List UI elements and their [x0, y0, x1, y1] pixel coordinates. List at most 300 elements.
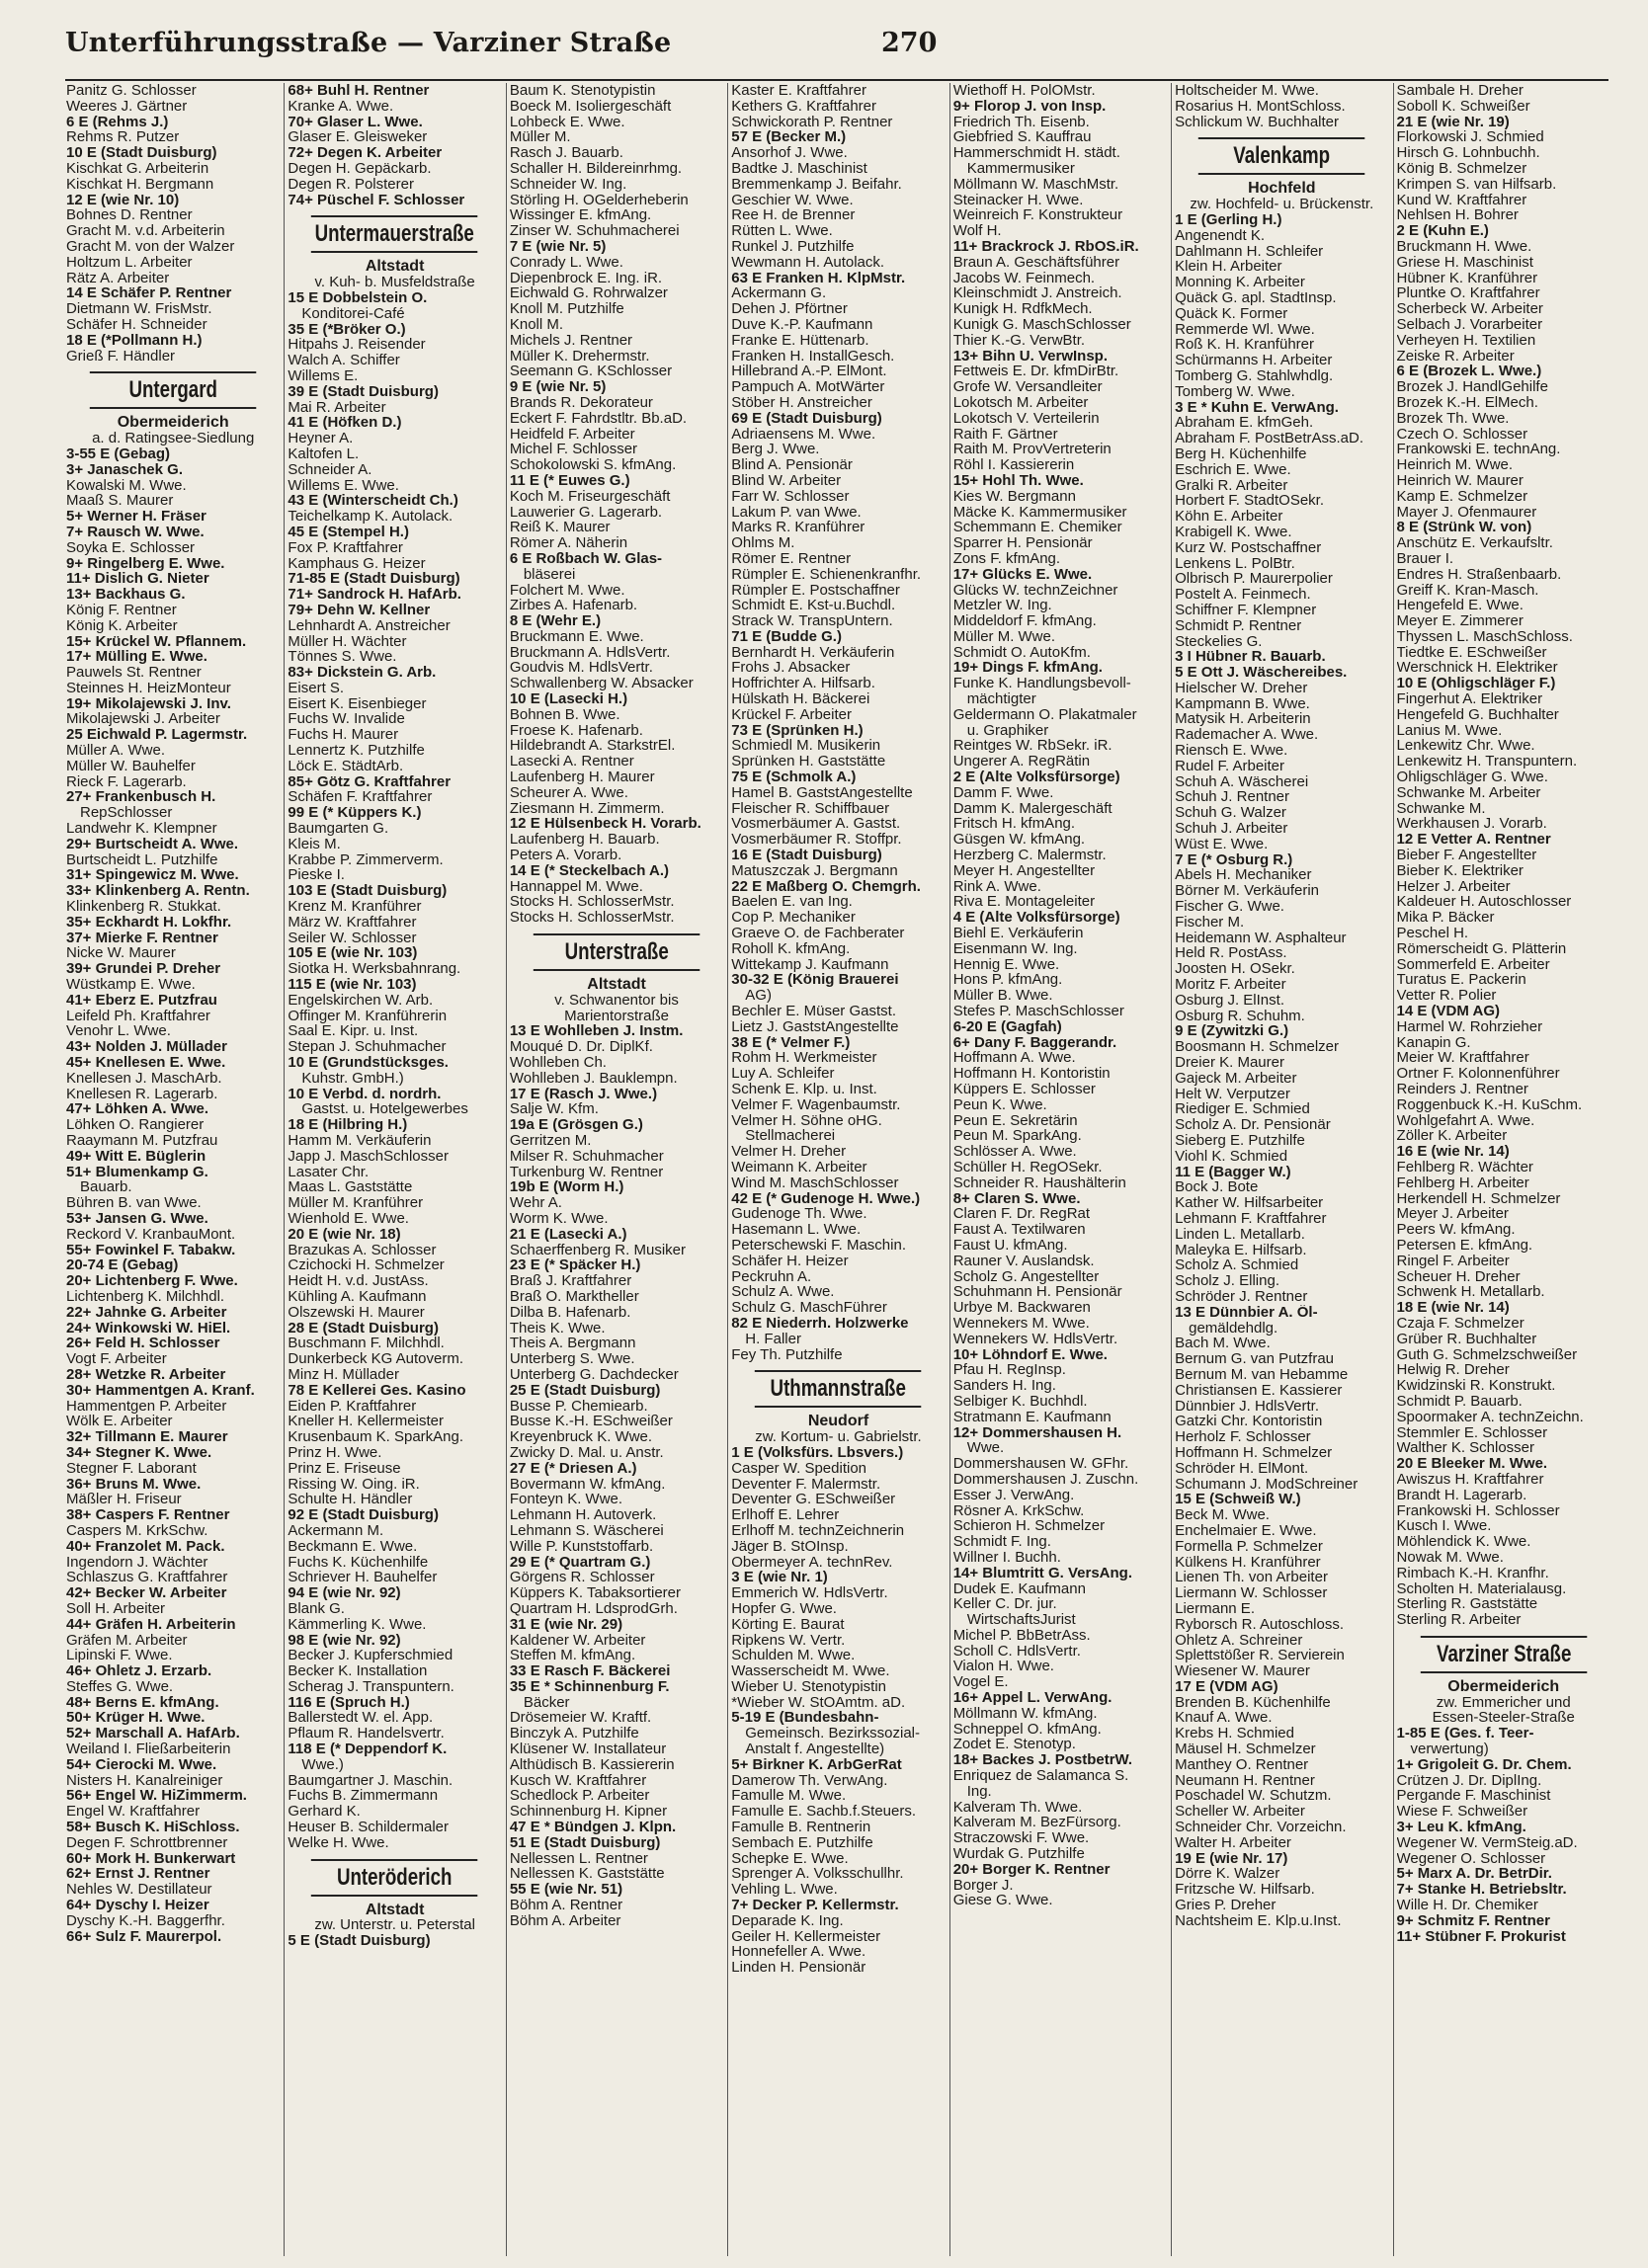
resident-entry: Hitpahs J. Reisender: [288, 337, 426, 354]
resident-entry: Wewmann H. Autolack.: [731, 254, 885, 271]
house-entry: 105 E (wie Nr. 103): [288, 945, 418, 962]
resident-entry: Kunigk G. MaschSchlosser: [952, 316, 1131, 333]
resident-entry: Florkowski J. Schmied: [1396, 129, 1544, 146]
resident-entry: Schmiedl M. Musikerin: [731, 738, 881, 755]
resident-entry: Linden H. Pensionär: [731, 1960, 866, 1977]
resident-entry: Lanius M. Wwe.: [1396, 722, 1503, 739]
resident-entry: Viohl K. Schmied: [1175, 1148, 1288, 1165]
street-note: zw. Kortum- u. Gabrielstr.: [755, 1429, 922, 1445]
resident-entry: Sambale H. Dreher: [1396, 83, 1524, 99]
resident-entry: mächtigter: [966, 691, 1036, 707]
resident-entry: Gracht M. von der Walzer: [66, 238, 235, 255]
resident-entry: Schneider R. Haushälterin: [952, 1174, 1126, 1191]
resident-entry: Graeve O. de Fachberater: [731, 926, 905, 941]
resident-entry: Quartram H. LdsprodGrh.: [509, 1600, 678, 1617]
street-note: zw. Hochfeld- u. Brückenstr.: [1190, 197, 1374, 212]
house-entry: 63 E Franken H. KlpMstr.: [731, 270, 906, 286]
house-entry: 6 E (Rehms J.): [66, 114, 169, 130]
resident-entry: Krebs H. Schmied: [1175, 1726, 1294, 1742]
resident-entry: Gräfen M. Arbeiter: [66, 1632, 188, 1649]
resident-entry: Kleis M.: [288, 836, 341, 852]
resident-entry: Klüsener W. Installateur: [509, 1742, 667, 1757]
resident-entry: Dünnbier J. HdlsVertr.: [1175, 1398, 1320, 1415]
directory-column: [1394, 83, 1614, 2256]
resident-entry: Enriquez de Salamanca S.: [952, 1768, 1129, 1784]
resident-entry: Lakum P. van Wwe.: [731, 504, 862, 521]
resident-entry: Baumgartner J. Maschin.: [288, 1772, 453, 1789]
house-entry: 7+ Rausch W. Wwe.: [66, 524, 205, 540]
resident-entry: Kund W. Kraftfahrer: [1396, 192, 1527, 208]
resident-entry: Fox P. Kraftfahrer: [288, 539, 403, 556]
resident-entry: Osburg J. ElInst.: [1175, 992, 1284, 1009]
resident-entry: Kamphaus G. Heizer: [288, 555, 426, 572]
resident-entry: Liermann E.: [1175, 1600, 1255, 1617]
resident-entry: Müller M. Wwe.: [952, 628, 1056, 645]
house-entry: 85+ Götz G. Kraftfahrer: [288, 773, 452, 790]
house-entry: 9+ Florop J. von Insp.: [952, 98, 1107, 115]
resident-entry: *Wieber W. StOAmtm. aD.: [731, 1694, 906, 1711]
district-label: Obermeiderich: [117, 414, 229, 432]
resident-entry: Becker K. Installation: [288, 1663, 428, 1679]
resident-entry: Eisert K. Eisenbieger: [288, 695, 427, 712]
resident-entry: Matuszczak J. Bergmann: [731, 862, 898, 879]
house-entry: 58+ Busch K. HiSchloss.: [66, 1820, 240, 1835]
resident-entry: Luy A. Schleifer: [731, 1066, 835, 1082]
resident-entry: Schüller H. RegOSekr.: [952, 1159, 1103, 1175]
house-entry: 5+ Werner H. Fräser: [66, 509, 206, 525]
resident-entry: Wennekers M. Wwe.: [952, 1315, 1090, 1332]
house-entry: 32+ Tillmann E. Maurer: [66, 1429, 228, 1445]
resident-entry: Conrady L. Wwe.: [509, 254, 623, 271]
house-entry: 3+ Janaschek G.: [66, 461, 183, 478]
resident-entry: Ackermann M.: [288, 1522, 384, 1539]
resident-entry: Schlaszus G. Kraftfahrer: [66, 1570, 228, 1586]
resident-entry: Kaldener W. Arbeiter: [509, 1632, 646, 1649]
resident-entry: Metzler W. Ing.: [952, 598, 1052, 614]
resident-entry: Römer E. Rentner: [731, 550, 852, 567]
resident-entry: Hübner K. Kranführer: [1396, 270, 1538, 286]
resident-entry: Kaltofen L.: [288, 446, 360, 462]
house-entry: 18 E (Hilbring H.): [288, 1117, 408, 1133]
resident-entry: Mai R. Arbeiter: [288, 399, 386, 416]
house-entry: 34+ Stegner K. Wwe.: [66, 1444, 212, 1461]
resident-entry: Lichtenberg K. Milchhdl.: [66, 1288, 225, 1305]
resident-entry: Bruckmann A. HdlsVertr.: [509, 644, 671, 661]
resident-entry: Olbrisch P. Maurerpolier: [1175, 571, 1333, 588]
house-entry: 6 E Roßbach W. Glas-: [509, 550, 663, 567]
house-entry: 71 E (Budde G.): [731, 628, 842, 645]
resident-entry: Endres H. Straßenbaarb.: [1396, 566, 1562, 583]
resident-entry: Bernum G. van Putzfrau: [1175, 1351, 1335, 1367]
resident-entry: Wohlgefahrt A. Wwe.: [1396, 1112, 1535, 1129]
resident-entry: Nowak M. Wwe.: [1396, 1549, 1504, 1566]
resident-entry: Kampmann B. Wwe.: [1175, 695, 1310, 712]
resident-entry: Siotka H. Werksbahnrang.: [288, 961, 461, 978]
resident-entry: Meyer E. Zimmerer: [1396, 613, 1524, 629]
house-entry: 17+ Mülling E. Wwe.: [66, 649, 207, 666]
resident-entry: Vetter R. Polier: [1396, 988, 1497, 1005]
resident-entry: Bock J. Bote: [1175, 1179, 1259, 1196]
resident-entry: Hoffmann H. Schmelzer: [1175, 1444, 1333, 1461]
resident-entry: Rosarius H. MontSchloss.: [1175, 98, 1346, 115]
resident-entry: Saal E. Kipr. u. Inst.: [288, 1023, 419, 1040]
resident-entry: Sanders H. Ing.: [952, 1378, 1056, 1394]
directory-column: [63, 83, 285, 2256]
house-entry: 1 E (Volksfürs. Lbsvers.): [731, 1444, 904, 1461]
house-entry: 5+ Birkner K. ArbGerRat: [731, 1756, 902, 1773]
house-entry: 20-74 E (Gebag): [66, 1257, 179, 1274]
resident-entry: Krabigell K. Wwe.: [1175, 524, 1292, 540]
resident-entry: Lehmann H. Autoverk.: [509, 1507, 657, 1523]
resident-entry: Lasecki A. Rentner: [509, 754, 634, 770]
resident-entry: Reinders J. Rentner: [1396, 1082, 1528, 1097]
house-entry: 37+ Mierke F. Rentner: [66, 930, 218, 946]
resident-entry: Schneppel O. kfmAng.: [952, 1721, 1102, 1738]
resident-entry: Raaymann M. Putzfrau: [66, 1133, 218, 1149]
resident-entry: Schuh J. Arbeiter: [1175, 821, 1288, 837]
resident-entry: Stellmacherei: [745, 1128, 836, 1145]
resident-entry: Scheuer H. Dreher: [1396, 1268, 1521, 1285]
resident-entry: WirtschaftsJurist: [966, 1612, 1076, 1628]
house-entry: 31+ Spingewicz M. Wwe.: [66, 867, 239, 884]
resident-entry: Meyer J. Arbeiter: [1396, 1206, 1509, 1223]
resident-entry: Scherbeck W. Arbeiter: [1396, 301, 1543, 317]
resident-entry: Kaster E. Kraftfahrer: [731, 83, 866, 99]
resident-entry: Herzberg C. Malermstr.: [952, 848, 1107, 863]
resident-entry: Wölk E. Arbeiter: [66, 1414, 173, 1430]
resident-entry: Remmerde Wl. Wwe.: [1175, 321, 1315, 338]
resident-entry: Fischer G. Wwe.: [1175, 899, 1284, 915]
resident-entry: Steinnes H. HeizMonteur: [66, 680, 231, 696]
resident-entry: Bauarb.: [80, 1179, 132, 1196]
resident-entry: Schokolowski S. kfmAng.: [509, 457, 677, 473]
resident-entry: Hasemann L. Wwe.: [731, 1222, 862, 1238]
house-entry: 19+ Mikolajewski J. Inv.: [66, 695, 231, 712]
resident-entry: Lienen Th. von Arbeiter: [1175, 1570, 1328, 1586]
resident-entry: Möllmann W. MaschMstr.: [952, 176, 1119, 193]
resident-entry: AG): [745, 988, 772, 1005]
resident-entry: Sembach E. Putzhilfe: [731, 1834, 873, 1851]
house-entry: 27+ Frankenbusch H.: [66, 789, 216, 806]
resident-entry: Bernhardt H. Verkäuferin: [731, 644, 895, 661]
house-entry: 11+ Stübner F. Prokurist: [1396, 1928, 1566, 1945]
resident-entry: Rasch J. Bauarb.: [509, 145, 623, 161]
resident-entry: Bohnes D. Rentner: [66, 207, 193, 224]
resident-entry: Ackermann G.: [731, 285, 827, 302]
resident-entry: Deventer F. Malermstr.: [731, 1476, 881, 1493]
resident-entry: Wasserscheidt M. Wwe.: [731, 1663, 890, 1679]
resident-entry: Böhm A. Arbeiter: [509, 1912, 621, 1929]
resident-entry: Wienhold E. Wwe.: [288, 1210, 409, 1227]
resident-entry: Franke E. Hüttenarb.: [731, 332, 869, 349]
resident-entry: Kämmerling K. Wwe.: [288, 1616, 427, 1633]
resident-entry: Stöber H. Anstreicher: [731, 394, 872, 411]
resident-entry: König K. Arbeiter: [66, 617, 178, 634]
resident-entry: Berg H. Küchenhilfe: [1175, 446, 1307, 462]
house-entry: 60+ Mork H. Bunkerwart: [66, 1850, 236, 1867]
resident-entry: Wegener W. VermSteig.aD.: [1396, 1834, 1578, 1851]
resident-entry: Frankowski E. technAng.: [1396, 442, 1561, 458]
resident-entry: Fingerhut A. Elektriker: [1396, 691, 1543, 707]
resident-entry: Ohligschläger G. Wwe.: [1396, 770, 1548, 785]
house-entry: 99 E (* Küppers K.): [288, 805, 422, 822]
resident-entry: Fonteyn K. Wwe.: [509, 1492, 623, 1508]
resident-entry: Schwallenberg W. Absacker: [509, 676, 694, 692]
house-entry: 11+ Dislich G. Nieter: [66, 571, 209, 588]
resident-entry: Müller B. Wwe.: [952, 988, 1053, 1005]
resident-entry: Anschütz E. Verkaufsltr.: [1396, 535, 1553, 551]
resident-entry: Hielscher W. Dreher: [1175, 680, 1308, 696]
resident-entry: Dörre K. Walzer: [1175, 1866, 1280, 1883]
house-entry: 11 E (* Euwes G.): [509, 472, 630, 489]
resident-entry: Vehling L. Wwe.: [731, 1882, 838, 1899]
resident-entry: Braun A. Geschäftsführer: [952, 254, 1120, 271]
resident-entry: Kather W. Hilfsarbeiter: [1175, 1195, 1324, 1211]
resident-entry: Velmer F. Wagenbaumstr.: [731, 1096, 901, 1113]
resident-entry: Rätz A. Arbeiter: [66, 270, 170, 286]
resident-entry: Gerritzen M.: [509, 1133, 592, 1149]
directory-column: [1172, 83, 1393, 2256]
resident-entry: Dahlmann H. Schleifer: [1175, 243, 1324, 260]
resident-entry: Roß K. H. Kranführer: [1175, 337, 1314, 354]
resident-entry: Dreier K. Maurer: [1175, 1055, 1284, 1071]
house-entry: 6-20 E (Gagfah): [952, 1018, 1062, 1035]
resident-entry: Stefes P. MaschSchlosser: [952, 1004, 1124, 1019]
house-entry: 54+ Cierocki M. Wwe.: [66, 1756, 217, 1773]
resident-entry: Michel P. BbBetrAss.: [952, 1627, 1091, 1644]
resident-entry: Strack W. TranspUntern.: [731, 613, 893, 629]
resident-entry: Krückel F. Arbeiter: [731, 706, 852, 723]
resident-entry: gemäldehdlg.: [1189, 1320, 1278, 1336]
resident-entry: Scholten H. Materialausg.: [1396, 1580, 1567, 1597]
resident-entry: RepSchlosser: [80, 805, 173, 822]
house-entry: 62+ Ernst J. Rentner: [66, 1866, 210, 1883]
resident-entry: Abraham F. PostBetrAss.aD.: [1175, 431, 1364, 446]
resident-entry: Hamm M. Verkäuferin: [288, 1133, 432, 1149]
house-entry: 98 E (wie Nr. 92): [288, 1632, 401, 1649]
resident-entry: Liermann W. Schlosser: [1175, 1585, 1328, 1601]
resident-entry: Blind W. Arbeiter: [731, 472, 842, 489]
resident-entry: Pfau H. RegInsp.: [952, 1362, 1066, 1379]
resident-entry: Gracht M. v.d. Arbeiterin: [66, 223, 225, 239]
resident-entry: Heidemann W. Asphalteur: [1175, 930, 1347, 946]
resident-entry: Heyner A.: [288, 431, 354, 446]
house-entry: 35 E * Schinnenburg F.: [509, 1678, 670, 1695]
resident-entry: Lehmann F. Kraftfahrer: [1175, 1210, 1327, 1227]
house-entry: 20+ Borger K. Rentner: [952, 1861, 1111, 1878]
resident-entry: Schäfen F. Kraftfahrer: [288, 789, 433, 806]
resident-entry: Boosmann H. Schmelzer: [1175, 1039, 1340, 1056]
district-label: Altstadt: [587, 976, 646, 994]
house-entry: 21 E (Lasecki A.): [509, 1226, 627, 1243]
resident-entry: Pieske I.: [288, 867, 345, 884]
resident-entry: Diepenbrock E. Ing. iR.: [509, 270, 663, 286]
resident-entry: Lokotsch V. Verteilerin: [952, 410, 1100, 427]
resident-entry: Wolf H.: [952, 223, 1002, 239]
resident-entry: Dyschy K.-H. Baggerfhr.: [66, 1912, 225, 1929]
resident-entry: Ortner F. Kolonnenführer: [1396, 1066, 1560, 1082]
resident-entry: Soboll K. Schweißer: [1396, 98, 1530, 115]
resident-entry: Stegner F. Laborant: [66, 1460, 197, 1477]
house-entry: 12 E (wie Nr. 10): [66, 192, 180, 208]
resident-entry: Wiesener W. Maurer: [1175, 1663, 1310, 1679]
resident-entry: Abraham E. kfmGeh.: [1175, 415, 1314, 432]
resident-entry: Rissing W. Oing. iR.: [288, 1476, 420, 1493]
resident-entry: Zons F. kfmAng.: [952, 550, 1061, 567]
resident-entry: Seemann G. KSchlosser: [509, 364, 673, 380]
resident-entry: Schriever H. Bauhelfer: [288, 1570, 438, 1586]
resident-entry: Althüdisch B. Kassiererin: [509, 1756, 675, 1773]
house-entry: 74+ Püschel F. Schlosser: [288, 192, 465, 208]
resident-entry: Rohm H. Werkmeister: [731, 1050, 877, 1067]
resident-entry: Schulte H. Händler: [288, 1492, 413, 1508]
resident-entry: Sieberg E. Putzhilfe: [1175, 1133, 1305, 1149]
resident-entry: Peun E. Sekretärin: [952, 1112, 1078, 1129]
resident-entry: Damm F. Wwe.: [952, 784, 1054, 801]
house-entry: 10+ Löhndorf E. Wwe.: [952, 1346, 1108, 1363]
resident-entry: Michel F. Schlosser: [509, 442, 638, 458]
resident-entry: Schwenk H. Metallarb.: [1396, 1284, 1545, 1301]
resident-entry: Schaller H. Bildereinrhmg.: [509, 160, 683, 177]
house-entry: 23 E (* Späcker H.): [509, 1257, 641, 1274]
district-label: Hochfeld: [1248, 180, 1316, 198]
resident-entry: Vosmerbäumer A. Gastst.: [731, 816, 901, 833]
header-rule: [65, 79, 1608, 81]
resident-entry: Hamel B. GaststAngestellte: [731, 784, 913, 801]
resident-entry: Angenendt K.: [1175, 227, 1266, 244]
resident-entry: Wieber U. Stenotypistin: [731, 1678, 886, 1695]
resident-entry: Ing.: [966, 1783, 992, 1800]
resident-entry: Wurdak G. Putzhilfe: [952, 1846, 1085, 1862]
house-entry: 15 E (Schweiß W.): [1175, 1492, 1301, 1508]
resident-entry: verwertung): [1410, 1742, 1489, 1757]
resident-entry: Giebfried S. Kauffrau: [952, 129, 1092, 146]
resident-entry: Mäßler H. Friseur: [66, 1492, 182, 1508]
resident-entry: Brazukas A. Schlosser: [288, 1242, 437, 1258]
house-entry: 116 E (Spruch H.): [288, 1694, 410, 1711]
resident-entry: Weiland I. Fließarbeiterin: [66, 1742, 231, 1757]
resident-entry: Emmerich W. HdlsVertr.: [731, 1585, 888, 1601]
resident-entry: Brozek J. HandlGehilfe: [1396, 379, 1548, 395]
house-entry: 55+ Fowinkel F. Tabakw.: [66, 1242, 236, 1258]
resident-entry: Enchelmaier E. Wwe.: [1175, 1522, 1317, 1539]
resident-entry: Peers W. kfmAng.: [1396, 1222, 1516, 1238]
resident-entry: Kischkat G. Arbeiterin: [66, 160, 209, 177]
resident-entry: Gudenoge Th. Wwe.: [731, 1206, 867, 1223]
resident-entry: Herkendell H. Schmelzer: [1396, 1190, 1561, 1207]
resident-entry: Petersen E. kfmAng.: [1396, 1237, 1533, 1254]
resident-entry: Wiese F. Schweißer: [1396, 1804, 1528, 1821]
resident-entry: Mika P. Bäcker: [1396, 910, 1495, 927]
house-entry: 5-19 E (Bundesbahn-: [731, 1710, 879, 1727]
resident-entry: Prinz E. Friseuse: [288, 1460, 401, 1477]
resident-entry: Quäck K. Former: [1175, 305, 1288, 322]
resident-entry: Selbiger K. Buchhdl.: [952, 1393, 1088, 1410]
resident-entry: Braß O. Marktheller: [509, 1288, 639, 1305]
resident-entry: Rauner V. Auslandsk.: [952, 1253, 1095, 1269]
resident-entry: Röhl I. Kassiererin: [952, 457, 1075, 473]
resident-entry: Ansorhof J. Wwe.: [731, 145, 848, 161]
resident-entry: Schlickum W. Buchhalter: [1175, 114, 1340, 130]
resident-entry: Czech O. Schlosser: [1396, 426, 1528, 443]
resident-entry: Heidt H. v.d. JustAss.: [288, 1273, 429, 1289]
directory-column: [507, 83, 728, 2256]
resident-entry: Kreyenbruck K. Wwe.: [509, 1429, 653, 1445]
resident-entry: Degen R. Polsterer: [288, 176, 414, 193]
resident-entry: Rudel F. Arbeiter: [1175, 758, 1284, 774]
street-note: a. d. Ratingsee-Siedlung: [92, 431, 255, 446]
house-entry: 18+ Backes J. PostbetrW.: [952, 1752, 1133, 1769]
resident-entry: Fritsch H. kfmAng.: [952, 816, 1076, 833]
resident-entry: Müller M. Kranführer: [288, 1195, 424, 1211]
resident-entry: Kleinschmidt J. Anstreich.: [952, 285, 1122, 302]
house-entry: 29+ Burtscheidt A. Wwe.: [66, 836, 239, 852]
house-entry: 18 E (*Pollmann H.): [66, 332, 203, 349]
house-entry: 36+ Bruns M. Wwe.: [66, 1476, 202, 1493]
resident-entry: Gemeinsch. Bezirkssozial-: [745, 1726, 920, 1742]
house-entry: 2 E (Kuhn E.): [1396, 223, 1489, 239]
page-number: 270: [881, 28, 938, 58]
resident-entry: Schuhmann H. Pensionär: [952, 1284, 1122, 1301]
house-entry: 3 I Hübner R. Bauarb.: [1175, 649, 1326, 666]
resident-entry: Harmel W. Rohrzieher: [1396, 1018, 1543, 1035]
resident-entry: Gries P. Dreher: [1175, 1898, 1277, 1913]
resident-entry: Scheurer A. Wwe.: [509, 784, 628, 801]
resident-entry: Lauwerier G. Lagerarb.: [509, 504, 663, 521]
resident-entry: Geiler H. Kellermeister: [731, 1928, 881, 1945]
resident-entry: Knellesen R. Lagerarb.: [66, 1086, 218, 1102]
resident-entry: Kranke A. Wwe.: [288, 98, 394, 115]
resident-entry: Olszewski H. Maurer: [288, 1304, 425, 1321]
street-heading: Varziner Straße: [1420, 1636, 1587, 1673]
resident-entry: Esser J. VerwAng.: [952, 1487, 1075, 1503]
resident-entry: Meyer H. Angestellter: [952, 862, 1096, 879]
house-entry: 6 E (Brozek L. Wwe.): [1396, 364, 1542, 380]
house-entry: 39 E (Stadt Duisburg): [288, 383, 439, 400]
house-entry: 13+ Backhaus G.: [66, 587, 186, 603]
resident-entry: Thyssen L. MaschSchloss.: [1396, 628, 1573, 645]
house-entry: 57 E (Becker M.): [731, 129, 847, 146]
district-label: Altstadt: [365, 258, 425, 276]
resident-entry: Blank G.: [288, 1600, 345, 1617]
resident-entry: Abels H. Mechaniker: [1175, 867, 1312, 884]
resident-entry: Helwig R. Dreher: [1396, 1362, 1510, 1379]
resident-entry: Minz H. Müllader: [288, 1366, 399, 1383]
resident-entry: Ohlms M.: [731, 535, 795, 551]
resident-entry: Stocks H. SchlosserMstr.: [509, 894, 675, 911]
resident-entry: Fey Th. Putzhilfe: [731, 1346, 843, 1363]
house-entry: 71-85 E (Stadt Duisburg): [288, 571, 460, 588]
resident-entry: Bohnen B. Wwe.: [509, 706, 620, 723]
resident-entry: Wind M. MaschSchlosser: [731, 1174, 899, 1191]
resident-entry: Biehl E. Verkäuferin: [952, 926, 1084, 941]
resident-entry: Reiß K. Maurer: [509, 520, 611, 536]
resident-entry: Müller A. Wwe.: [66, 743, 166, 759]
house-entry: 14 E (VDM AG): [1396, 1004, 1500, 1019]
resident-entry: Laufenberg H. Bauarb.: [509, 832, 660, 849]
resident-entry: Kischkat H. Bergmann: [66, 176, 214, 193]
resident-entry: Adriaensens M. Wwe.: [731, 426, 876, 443]
resident-entry: Landwehr K. Klempner: [66, 821, 217, 837]
resident-entry: Konditorei-Café: [301, 305, 405, 322]
resident-entry: Urbye M. Backwaren: [952, 1300, 1091, 1316]
resident-entry: Stepan J. Schuhmacher: [288, 1039, 447, 1056]
resident-entry: Grofe W. Versandleiter: [952, 379, 1103, 395]
house-entry: 45+ Knellesen E. Wwe.: [66, 1055, 226, 1071]
resident-entry: Pergande F. Maschinist: [1396, 1788, 1551, 1805]
house-entry: 41 E (Höfken D.): [288, 415, 402, 432]
resident-entry: Marks R. Kranführer: [731, 520, 865, 536]
